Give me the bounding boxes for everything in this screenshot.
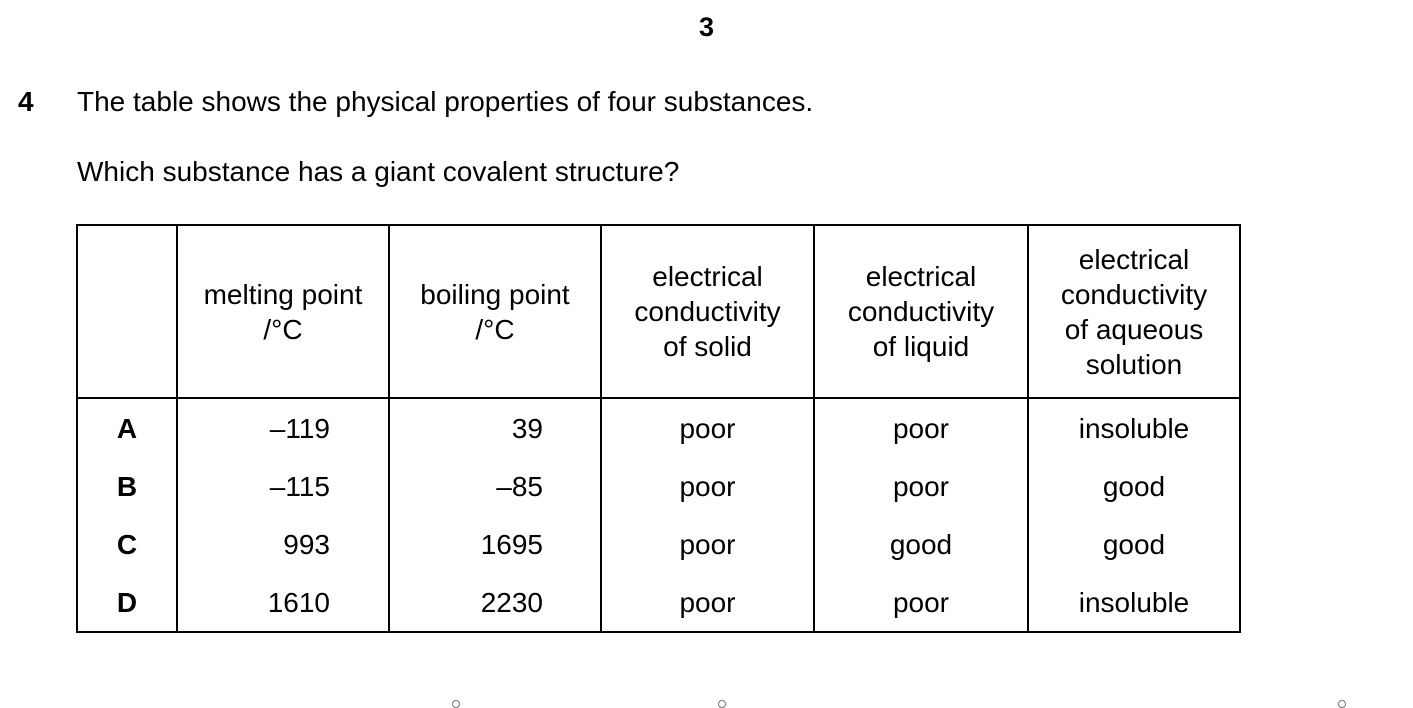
header-conductivity-liquid [814,225,1028,398]
conductivity-solid-value: poor [601,457,814,515]
conductivity-aqueous-value: insoluble [1028,398,1240,457]
table-row [77,515,1240,573]
properties-table [76,224,1241,633]
row-label: D [77,573,177,632]
number-value: –85 [496,470,543,502]
boiling-point-value [389,457,601,515]
table-row [77,457,1240,515]
boiling-point-value [389,398,601,457]
page-number: 3 [698,12,715,42]
question-text: The table shows the physical properties of four substances. [77,86,814,117]
scan-mark [452,700,460,708]
header-line: of solid [663,331,752,362]
header-line: electrical [1078,243,1190,275]
conductivity-aqueous-value: good [1028,457,1240,515]
number-value: –119 [269,412,330,444]
header-conductivity-aqueous [1028,225,1240,398]
conductivity-solid-value: poor [601,515,814,573]
conductivity-aqueous-value: good [1028,515,1240,573]
conductivity-solid-value: poor [601,398,814,457]
header-line: of aqueous [1064,313,1204,345]
scan-mark [718,700,726,708]
conductivity-aqueous-value: insoluble [1028,573,1240,632]
conductivity-liquid-value: good [814,515,1028,573]
table-row [77,573,1240,632]
number-value: 1610 [267,586,330,618]
table-row [77,398,1240,457]
header-line: conductivity [634,296,781,327]
boiling-point-value [389,573,601,632]
row-label: B [77,457,177,515]
conductivity-liquid-value: poor [814,573,1028,632]
header-line: boiling point [420,278,570,310]
header-line: /°C [475,313,515,345]
number-value: 1695 [480,528,543,560]
boiling-point-value [389,515,601,573]
header-line: melting point [203,278,363,310]
header-line: electrical [652,261,763,292]
question-number: 4 [18,86,34,117]
header-line: conductivity [1060,278,1208,310]
table-header-row [77,225,1240,398]
melting-point-value [177,457,389,515]
scan-mark [1338,700,1346,708]
header-line: electrical [865,261,977,292]
question-prompt: Which substance has a giant covalent structure? [77,156,680,187]
melting-point-value [177,573,389,632]
number-value: 39 [511,412,543,444]
conductivity-liquid-value: poor [814,398,1028,457]
number-value: 993 [283,528,330,560]
number-value: –115 [269,470,330,502]
header-line: of liquid [872,331,970,362]
conductivity-liquid-value: poor [814,457,1028,515]
header-line: conductivity [847,296,995,327]
header-line: /°C [263,313,303,345]
header-conductivity-solid [601,225,814,398]
header-melting-point [177,225,389,398]
melting-point-value [177,515,389,573]
row-label: A [77,398,177,457]
conductivity-solid-value: poor [601,573,814,632]
row-label: C [77,515,177,573]
number-value: 2230 [480,586,543,618]
header-boiling-point [389,225,601,398]
melting-point-value [177,398,389,457]
header-empty [77,225,177,398]
header-line: solution [1085,348,1183,380]
